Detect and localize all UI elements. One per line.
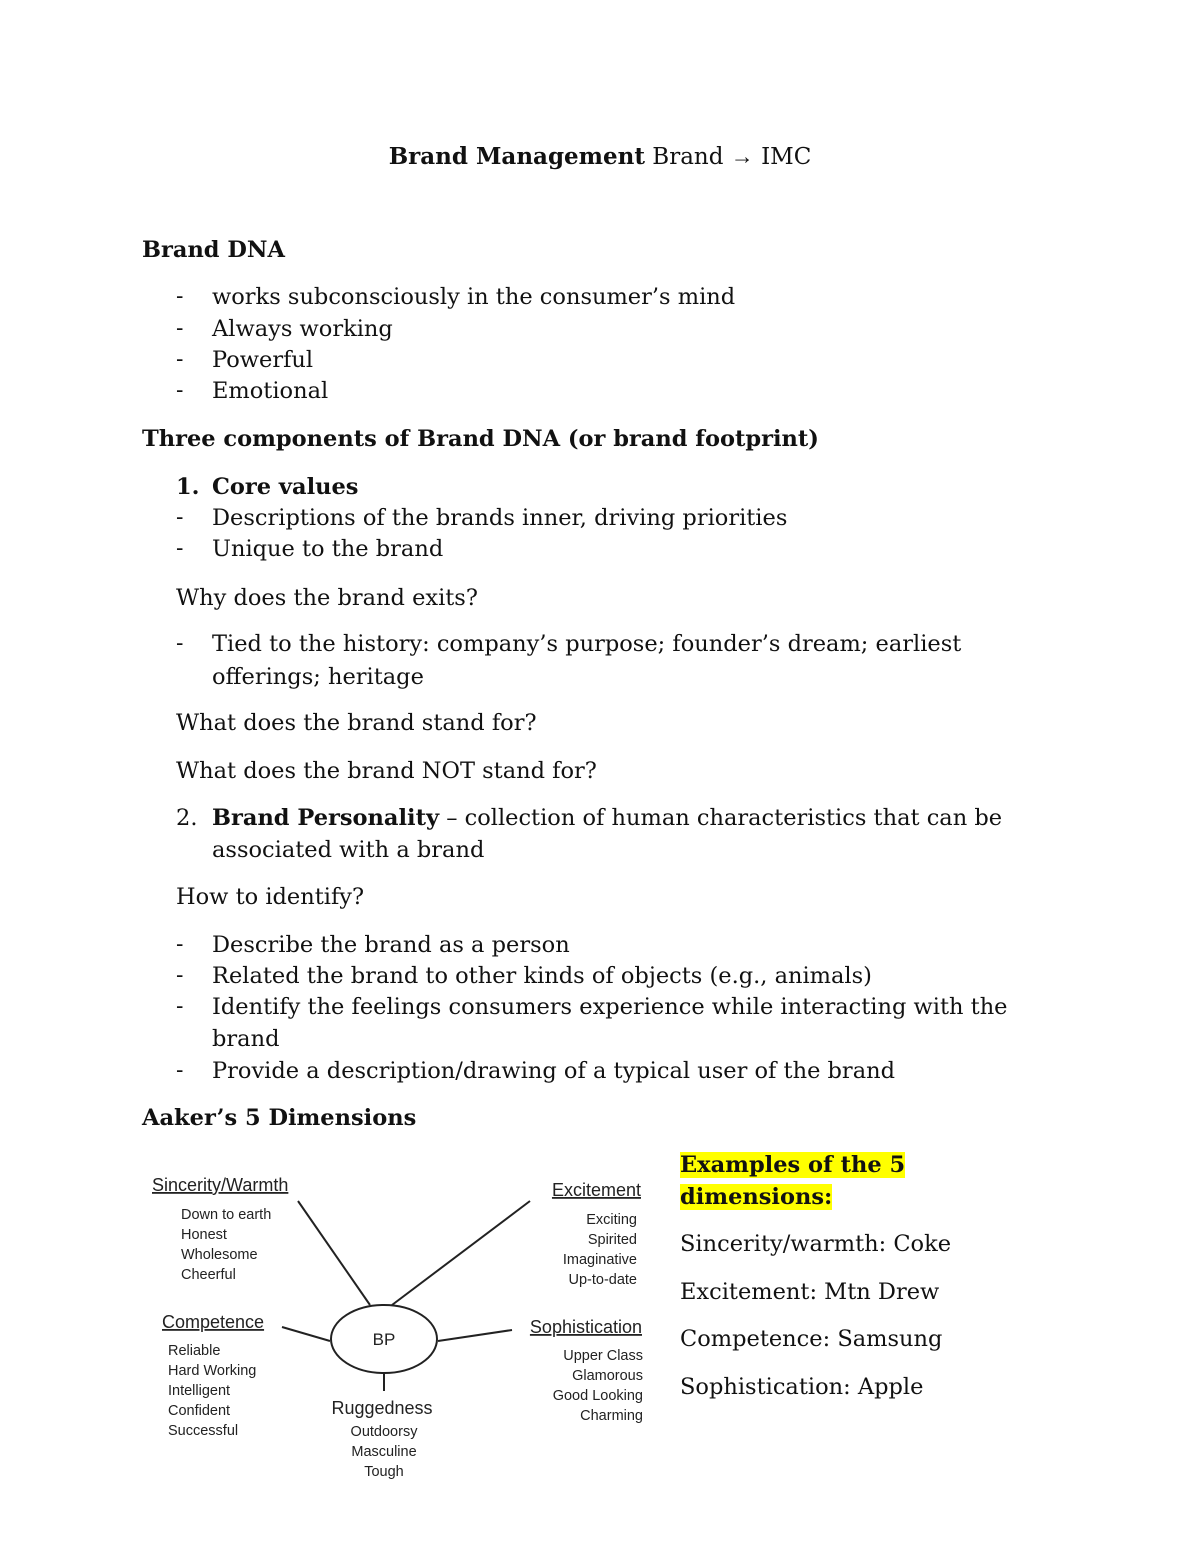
trait-label: Good Looking xyxy=(552,1388,643,1404)
trait-label: Confident xyxy=(168,1403,231,1419)
list-item: Unique to the brand xyxy=(212,536,444,562)
list-item-continuation: offerings; heritage xyxy=(212,664,424,690)
bullet-dash: - xyxy=(176,631,184,656)
three-components-heading: Three components of Brand DNA (or brand footprint) xyxy=(142,426,819,452)
trait-label: Cheerful xyxy=(181,1267,236,1283)
list-item: Describe the brand as a person xyxy=(212,932,570,958)
question-text: What does the brand NOT stand for? xyxy=(176,758,597,784)
page-title: Brand Management Brand → IMC xyxy=(388,143,812,170)
trait-label: Outdoorsy xyxy=(350,1424,418,1440)
question-text: What does the brand stand for? xyxy=(176,710,537,736)
trait-label: Imaginative xyxy=(562,1252,637,1268)
brand-personality-line: Brand Personality – collection of human characteristics that can be xyxy=(212,805,1003,831)
bullet-dash: - xyxy=(176,505,184,530)
list-item: Identify the feelings consumers experience while interacting with the xyxy=(212,994,1008,1020)
example-item: Sincerity/warmth: Coke xyxy=(680,1231,952,1257)
example-item: Competence: Samsung xyxy=(680,1326,943,1352)
example-item: Excitement: Mtn Drew xyxy=(680,1279,940,1305)
connector-line xyxy=(298,1201,370,1305)
list-item: Provide a description/drawing of a typical user of the brand xyxy=(212,1058,895,1084)
trait-label: Up-to-date xyxy=(568,1272,637,1288)
trait-label: Tough xyxy=(364,1464,404,1480)
list-item: Always working xyxy=(212,316,393,342)
bullet-dash: - xyxy=(176,932,184,957)
trait-label: Reliable xyxy=(168,1343,221,1359)
trait-label: Intelligent xyxy=(168,1383,231,1399)
trait-label: Glamorous xyxy=(572,1368,643,1384)
arrow-icon: → xyxy=(730,143,754,169)
question-text: Why does the brand exits? xyxy=(176,585,478,611)
list-item: works subconsciously in the consumer’s mind xyxy=(212,284,736,310)
connector-line xyxy=(392,1201,530,1305)
center-label: BP xyxy=(372,1330,396,1349)
list-item-continuation: brand xyxy=(212,1026,280,1052)
trait-label: Exciting xyxy=(586,1212,637,1228)
list-item: Descriptions of the brands inner, driving priorities xyxy=(212,505,788,531)
bullet-dash: - xyxy=(176,347,184,372)
list-number: 1. xyxy=(176,474,200,500)
bullet-dash: - xyxy=(176,1058,184,1083)
bullet-dash: - xyxy=(176,994,184,1019)
aaker-heading: Aaker’s 5 Dimensions xyxy=(142,1105,417,1131)
examples-heading: Examples of the 5 xyxy=(680,1152,906,1178)
bullet-dash: - xyxy=(176,536,184,561)
list-number: 2. xyxy=(176,805,198,831)
brand-dna-heading: Brand DNA xyxy=(142,237,285,263)
example-item: Sophistication: Apple xyxy=(680,1374,924,1400)
brand-personality-line-2: associated with a brand xyxy=(212,837,485,863)
core-values-heading: Core values xyxy=(212,474,359,500)
trait-label: Spirited xyxy=(587,1232,637,1248)
examples-heading-2: dimensions: xyxy=(680,1184,833,1210)
bullet-dash: - xyxy=(176,378,184,403)
trait-label: Upper Class xyxy=(563,1348,643,1364)
sincerity-label: Sincerity/Warmth xyxy=(152,1175,289,1195)
competence-label: Competence xyxy=(162,1312,265,1332)
trait-label: Honest xyxy=(181,1227,227,1243)
excitement-label: Excitement xyxy=(551,1180,641,1200)
connector-line xyxy=(438,1330,512,1341)
question-text: How to identify? xyxy=(176,884,365,910)
connector-line xyxy=(282,1327,330,1341)
sophistication-label: Sophistication xyxy=(529,1317,642,1337)
trait-label: Down to earth xyxy=(181,1207,272,1223)
list-item: Tied to the history: company’s purpose; founder’s dream; earliest xyxy=(212,631,962,657)
ruggedness-label: Ruggedness xyxy=(331,1398,433,1418)
trait-label: Wholesome xyxy=(181,1247,258,1263)
trait-label: Hard Working xyxy=(168,1363,257,1379)
bullet-dash: - xyxy=(176,284,184,309)
list-item: Emotional xyxy=(212,378,329,404)
trait-label: Charming xyxy=(580,1408,643,1424)
list-item: Powerful xyxy=(212,347,314,373)
trait-label: Masculine xyxy=(351,1444,417,1460)
trait-label: Successful xyxy=(168,1423,239,1439)
list-item: Related the brand to other kinds of objects (e.g., animals) xyxy=(212,963,872,989)
bullet-dash: - xyxy=(176,963,184,988)
bullet-dash: - xyxy=(176,316,184,341)
